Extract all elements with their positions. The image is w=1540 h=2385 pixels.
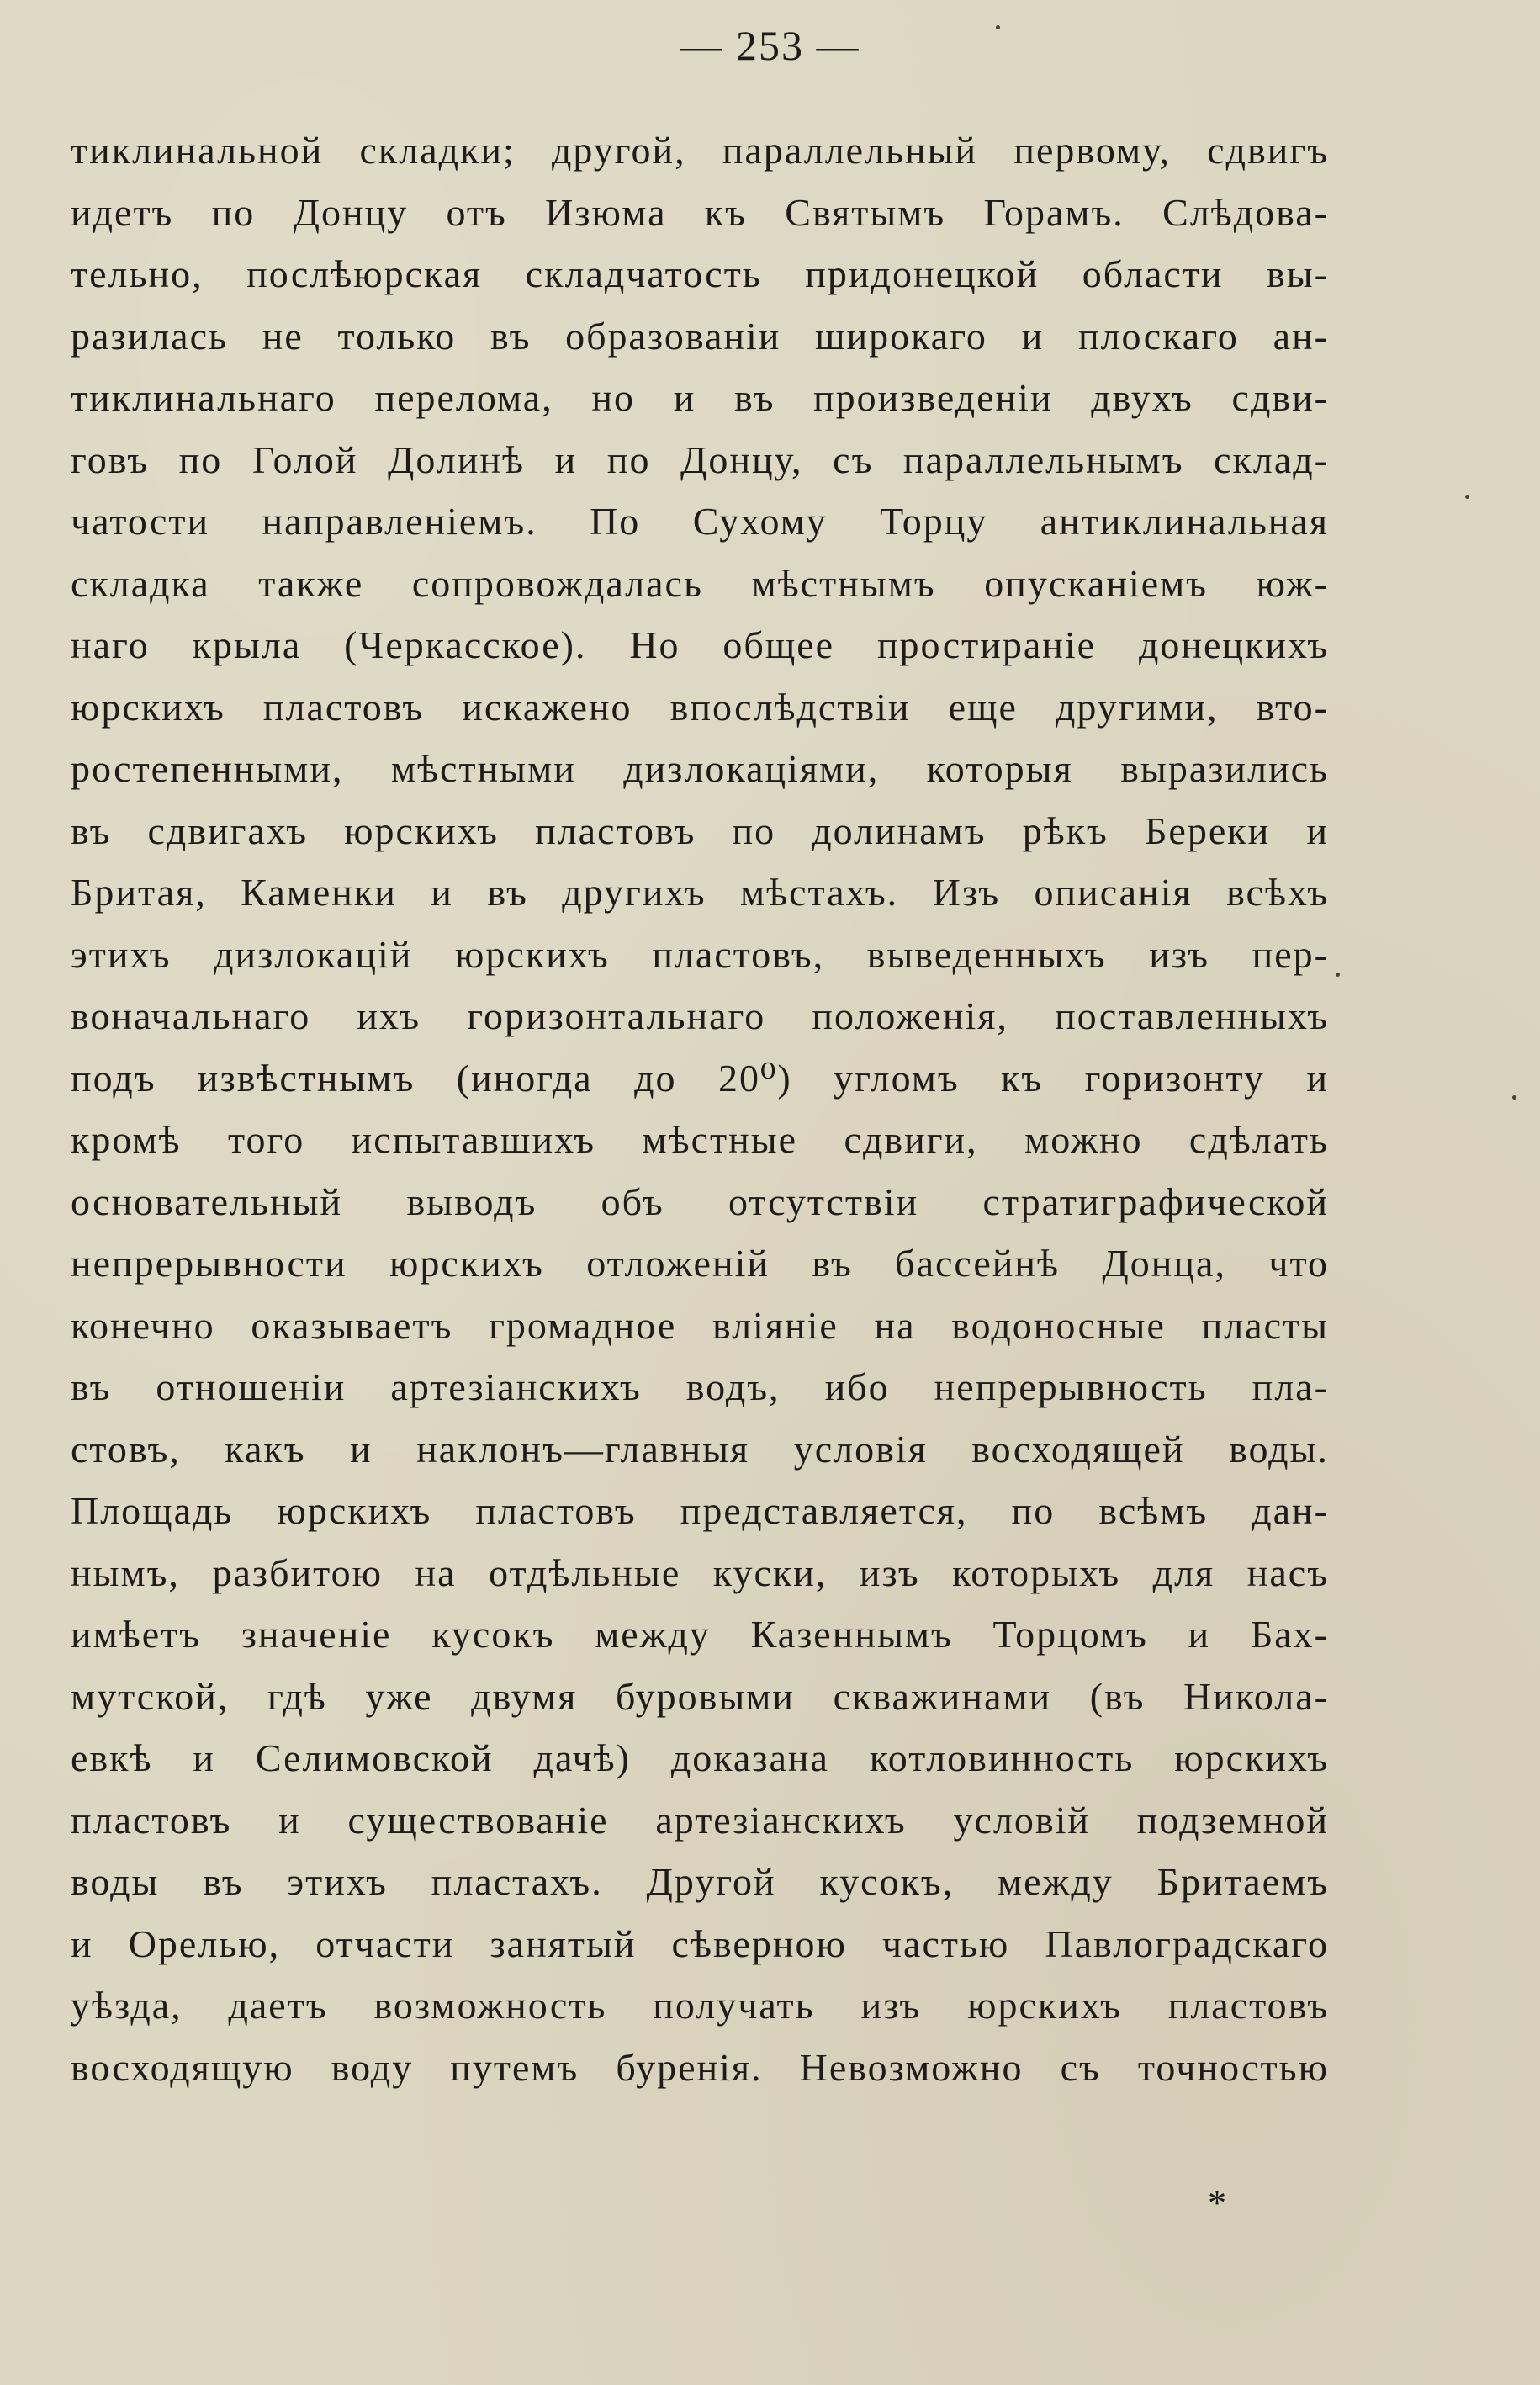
text-line: конечно оказываетъ громадное вліяніе на водоносные пласты [71,1303,1329,1347]
text-line: тиклинальнаго перелома, но и въ произведеніи двухъ сдви- [71,376,1329,419]
text-line: пластовъ и существованіе артезіанскихъ условій подземной [71,1798,1329,1842]
paper-speck [996,25,1000,29]
text-line: стовъ, какъ и наклонъ—главныя условія восходящей воды. [71,1427,1329,1471]
text-line: складка также сопровождалась мѣстнымъ опусканіемъ юж- [71,561,1329,605]
text-line: нымъ, разбитою на отдѣльные куски, изъ которыхъ для насъ [71,1550,1329,1594]
text-line: тиклинальной складки; другой, параллельный первому, сдвигъ [71,129,1329,172]
text-line: уѣзда, даетъ возможность получать изъ юрскихъ пластовъ [71,1984,1329,2027]
text-line: ростепенными, мѣстными дизлокаціями, которыя выразились [71,747,1329,790]
text-line: имѣетъ значеніе кусокъ между Казеннымъ Торцомъ и Бах- [71,1613,1329,1656]
text-line: Бритая, Каменки и въ другихъ мѣстахъ. Изъ описанія всѣхъ [71,871,1329,914]
text-line: тельно, послѣюрская складчатость придонецкой области вы- [71,252,1329,295]
page-number: — 253 — [680,22,860,69]
paper-speck [1512,1095,1516,1100]
text-line: чатости направленіемъ. По Сухому Торцу антиклинальная [71,500,1329,543]
text-line: непрерывности юрскихъ отложеній въ бассейнѣ Донца, что [71,1242,1329,1285]
text-line: и Орелью, отчасти занятый сѣверною частью Павлоградскаго [71,1921,1329,1965]
text-line: идетъ по Донцу отъ Изюма къ Святымъ Горамъ. Слѣдова- [71,190,1329,234]
body-text [71,119,1329,2098]
text-line: воды въ этихъ пластахъ. Другой кусокъ, между Бритаемъ [71,1860,1329,1903]
paper-speck [1336,973,1340,977]
text-line: воначальнаго ихъ горизонтальнаго положенія, поставленныхъ [71,994,1329,1037]
text-line: этихъ дизлокацій юрскихъ пластовъ, выведенныхъ изъ пер- [71,932,1329,976]
text-line: восходящую воду путемъ буренія. Невозможно съ точностью [71,2045,1329,2089]
text-line: юрскихъ пластовъ искажено впослѣдствіи еще другими, вто- [71,685,1329,729]
text-line: евкѣ и Селимовской дачѣ) доказана котловинность юрскихъ [71,1736,1329,1779]
text-line: Площадь юрскихъ пластовъ представляется, по всѣмъ дан- [71,1489,1329,1532]
text-line: кромѣ того испытавшихъ мѣстные сдвиги, можно сдѣлать [71,1118,1329,1161]
text-line: въ сдвигахъ юрскихъ пластовъ по долинамъ рѣкъ Береки и [71,808,1329,852]
text-line: разилась не только въ образованіи широкаго и плоскаго ан- [71,314,1329,358]
text-line: мутской, гдѣ уже двумя буровыми скважинами (въ Никола- [71,1674,1329,1718]
text-line: говъ по Голой Долинѣ и по Донцу, съ параллельнымъ склад- [71,437,1329,481]
text-line: подъ извѣстнымъ (иногда до 20⁰) угломъ къ горизонту и [71,1056,1329,1100]
paper-speck [1465,495,1469,499]
signature-mark: * [1208,2182,1226,2223]
text-line: въ отношеніи артезіанскихъ водъ, ибо непрерывность пла- [71,1365,1329,1408]
text-line: основательный выводъ объ отсутствіи стратиграфической [71,1179,1329,1223]
text-line: наго крыла (Черкасское). Но общее простираніе донецкихъ [71,623,1329,666]
